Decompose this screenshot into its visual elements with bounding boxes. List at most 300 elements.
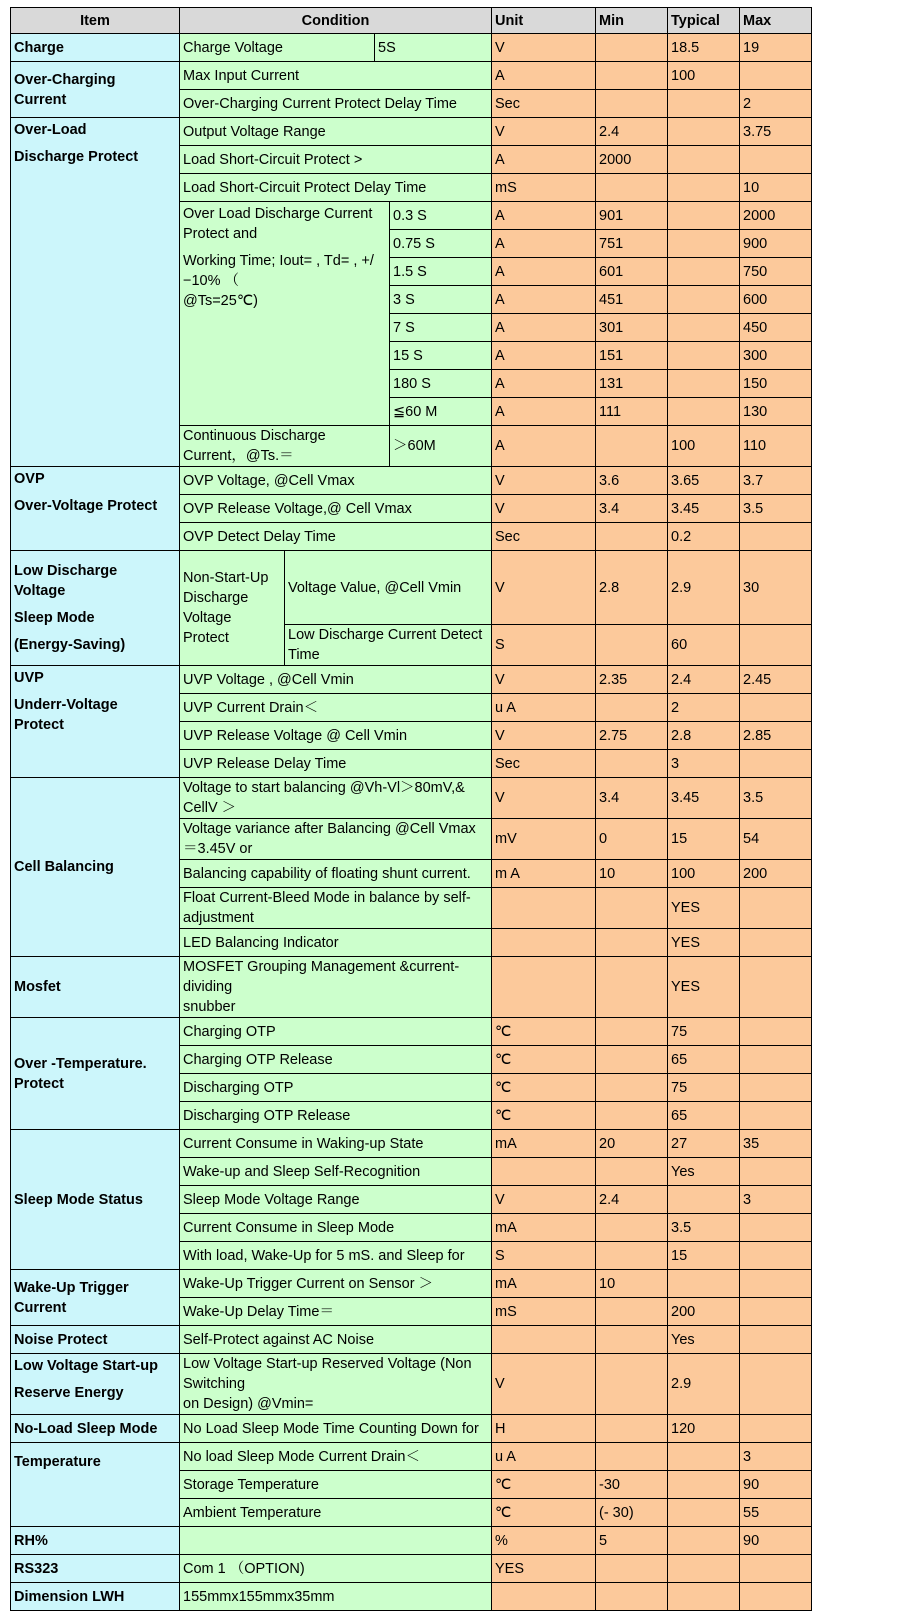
min-header: Min [596,8,668,34]
typical-cell: 3.45 [668,495,740,523]
max-cell [740,1415,812,1443]
item-cell [11,1326,180,1354]
condition-cell: Charge Voltage [180,34,375,62]
condition-cell: OVP Detect Delay Time [180,523,492,551]
max-cell [740,929,812,957]
min-cell [596,1074,668,1102]
item-label: Protect [14,1075,64,1092]
max-cell: 90 [740,1527,812,1555]
condition-value-cell: 0.75 S [390,230,492,258]
max-cell: 19 [740,34,812,62]
min-cell [596,957,668,1018]
condition-line: on Design) @Vmin= [183,1396,314,1412]
typical-cell: YES [668,957,740,1018]
max-cell: 150 [740,370,812,398]
table-row [11,1443,812,1471]
item-label: Over-Load [14,122,87,138]
item-cell [11,1555,180,1583]
min-cell: 2.4 [596,1186,668,1214]
max-cell: 3.5 [740,495,812,523]
min-cell: 3.4 [596,778,668,819]
condition-cell [180,1354,492,1415]
max-cell: 55 [740,1499,812,1527]
unit-cell [492,1158,596,1186]
typical-cell [668,90,740,118]
typical-cell: 200 [668,1298,740,1326]
typical-cell: 3.65 [668,467,740,495]
min-cell: 901 [596,202,668,230]
table-row [11,1555,812,1583]
unit-cell: A [492,258,596,286]
item-header: Item [11,8,180,34]
table-row [11,467,812,495]
max-cell [740,1555,812,1583]
min-cell: 10 [596,860,668,888]
condition-line: Working Time; Iout= , Td= , +/−10% （ [183,253,374,289]
typical-cell [668,1270,740,1298]
table-row [11,34,812,62]
item-label: Over-Voltage Protect [14,498,158,514]
max-cell [740,957,812,1018]
table-row [11,1527,812,1555]
max-cell: 10 [740,174,812,202]
max-cell: 3 [740,1186,812,1214]
unit-cell: V [492,118,596,146]
condition-cell: Wake-up and Sleep Self-Recognition [180,1158,492,1186]
max-cell [740,1018,812,1046]
typical-cell: 60 [668,625,740,666]
unit-cell: ℃ [492,1018,596,1046]
typical-cell: 2.4 [668,666,740,694]
table-row [11,118,812,146]
unit-cell: Sec [492,90,596,118]
condition-cell: Output Voltage Range [180,118,492,146]
min-cell: 111 [596,398,668,426]
condition-cell: Sleep Mode Voltage Range [180,1186,492,1214]
item-label: RS323 [14,1560,59,1577]
min-cell: 751 [596,230,668,258]
typical-cell [668,1471,740,1499]
item-label: Sleep Mode Status [14,1191,143,1208]
min-cell [596,625,668,666]
condition-cell: UVP Release Voltage @ Cell Vmin [180,722,492,750]
typical-cell: Yes [668,1326,740,1354]
typical-cell [668,202,740,230]
unit-cell: % [492,1527,596,1555]
table-row [11,1583,812,1611]
condition-line: @Ts=25℃) [183,293,258,309]
item-label: Low Discharge [14,563,118,579]
condition-cell: Voltage variance after Balancing @Cell Vmax＝3.45V or [180,819,492,860]
item-cell [11,551,180,666]
condition-cell: No load Sleep Mode Current Drain＜ [180,1443,492,1471]
min-cell [596,426,668,467]
unit-cell: S [492,625,596,666]
unit-cell: V [492,34,596,62]
typical-cell: 100 [668,62,740,90]
max-cell: 600 [740,286,812,314]
unit-cell: mS [492,174,596,202]
min-cell [596,750,668,778]
unit-cell: ℃ [492,1102,596,1130]
typical-cell: YES [668,888,740,929]
typical-cell: 65 [668,1102,740,1130]
typical-cell [668,174,740,202]
max-cell: 30 [740,551,812,625]
min-cell [596,1415,668,1443]
min-cell: 2.35 [596,666,668,694]
condition-cell: Max Input Current [180,62,492,90]
condition-value-cell: 0.3 S [390,202,492,230]
condition-cell: Ambient Temperature [180,1499,492,1527]
header-row [11,8,812,34]
typical-cell [668,230,740,258]
typical-cell: 120 [668,1415,740,1443]
min-cell [596,1326,668,1354]
condition-cell: Current Consume in Sleep Mode [180,1214,492,1242]
condition-line: Voltage [183,610,232,626]
unit-cell: V [492,778,596,819]
unit-cell: A [492,202,596,230]
table-row [11,62,812,90]
unit-cell: S [492,1242,596,1270]
condition-cell: Load Short-Circuit Protect > [180,146,492,174]
unit-header: Unit [492,8,596,34]
condition-value-cell: ＞60M [390,426,492,467]
max-cell: 750 [740,258,812,286]
condition-line: snubber [183,999,236,1015]
typical-cell: 0.2 [668,523,740,551]
unit-cell: u A [492,694,596,722]
unit-cell: Sec [492,523,596,551]
max-cell: 2000 [740,202,812,230]
item-label: Discharge Protect [14,149,139,165]
max-cell: 450 [740,314,812,342]
table-row [11,551,812,625]
max-cell [740,1074,812,1102]
condition-line: Low Voltage Start-up Reserved Voltage (Non Switching [183,1356,472,1392]
unit-cell: V [492,1354,596,1415]
condition-cell: Self-Protect against AC Noise [180,1326,492,1354]
min-cell: 131 [596,370,668,398]
unit-cell: A [492,314,596,342]
item-cell [11,34,180,62]
max-cell [740,62,812,90]
max-cell: 2.85 [740,722,812,750]
max-header: Max [740,8,812,34]
min-cell [596,1018,668,1046]
max-cell [740,1326,812,1354]
min-cell: 2000 [596,146,668,174]
condition-cell: Discharging OTP [180,1074,492,1102]
max-cell [740,888,812,929]
item-cell [11,467,180,551]
min-cell [596,694,668,722]
unit-cell [492,1583,596,1611]
max-cell [740,1158,812,1186]
item-label: UVP [14,670,44,686]
unit-cell: A [492,426,596,467]
item-cell [11,1415,180,1443]
max-cell: 3.7 [740,467,812,495]
unit-cell: mA [492,1130,596,1158]
item-label: (Energy-Saving) [14,637,126,653]
item-label: Over -Temperature. [14,1055,147,1072]
max-cell: 200 [740,860,812,888]
unit-cell: mV [492,819,596,860]
condition-cell: Continuous Discharge Current，@Ts.＝ [180,426,390,467]
condition-cell: Storage Temperature [180,1471,492,1499]
unit-cell [492,1326,596,1354]
unit-cell [492,888,596,929]
min-cell [596,929,668,957]
typical-cell: 2.8 [668,722,740,750]
max-cell [740,1214,812,1242]
typical-cell [668,1527,740,1555]
min-cell: 10 [596,1270,668,1298]
item-label: Current [14,1299,67,1316]
max-cell: 110 [740,426,812,467]
condition-line: Protect [183,630,229,646]
unit-cell: ℃ [492,1074,596,1102]
typical-cell: 3 [668,750,740,778]
unit-cell: H [492,1415,596,1443]
max-cell [740,1298,812,1326]
table-row [11,1270,812,1298]
typical-cell [668,370,740,398]
condition-cell [180,1527,492,1555]
typical-cell: 2.9 [668,1354,740,1415]
condition-cell: LED Balancing Indicator [180,929,492,957]
condition-line: MOSFET Grouping Management &current-dividing [183,959,460,995]
typical-cell [668,1443,740,1471]
max-cell [740,1270,812,1298]
min-cell: -30 [596,1471,668,1499]
min-cell: 451 [596,286,668,314]
item-label: Current [14,91,67,108]
typical-cell: 100 [668,426,740,467]
max-cell: 130 [740,398,812,426]
item-label: Protect [14,717,64,733]
condition-cell: Discharging OTP Release [180,1102,492,1130]
condition-header: Condition [180,8,492,34]
table-row [11,1018,812,1046]
typical-cell [668,398,740,426]
typical-cell: 75 [668,1074,740,1102]
item-label: Wake-Up Trigger [14,1279,129,1296]
min-cell: 2.8 [596,551,668,625]
condition-value-cell: Voltage Value, @Cell Vmin [285,551,492,625]
max-cell: 2 [740,90,812,118]
typical-cell [668,1583,740,1611]
table-row [11,1415,812,1443]
item-label: Low Voltage Start-up [14,1358,158,1374]
unit-cell [492,929,596,957]
min-cell [596,1102,668,1130]
unit-cell: A [492,342,596,370]
typical-header: Typical [668,8,740,34]
item-cell [11,1527,180,1555]
item-label: RH% [14,1532,48,1549]
unit-cell: A [492,62,596,90]
max-cell [740,1102,812,1130]
condition-value-cell: ≦60 M [390,398,492,426]
condition-cell: Charging OTP [180,1018,492,1046]
typical-cell: 2 [668,694,740,722]
max-cell [740,694,812,722]
min-cell [596,90,668,118]
condition-cell: Com 1 （OPTION) [180,1555,492,1583]
condition-value-cell: 7 S [390,314,492,342]
table-row [11,666,812,694]
item-label: Over-Charging [14,71,116,88]
typical-cell: 65 [668,1046,740,1074]
item-label: Sleep Mode [14,610,95,626]
condition-line: Over Load Discharge Current Protect and [183,206,373,242]
unit-cell: V [492,722,596,750]
min-cell [596,523,668,551]
table-row [11,1326,812,1354]
condition-value-cell: 3 S [390,286,492,314]
typical-cell: 18.5 [668,34,740,62]
condition-value-cell: Low Discharge Current Detect Time [285,625,492,666]
item-cell [11,1270,180,1326]
unit-cell [492,957,596,1018]
unit-cell: ℃ [492,1471,596,1499]
max-cell: 90 [740,1471,812,1499]
min-cell [596,1298,668,1326]
min-cell [596,1158,668,1186]
typical-cell [668,314,740,342]
min-cell [596,1046,668,1074]
condition-cell: Voltage to start balancing @Vh-Vl＞80mV,& CellV ＞ [180,778,492,819]
condition-cell: 155mmx155mmx35mm [180,1583,492,1611]
condition-cell: No Load Sleep Mode Time Counting Down for [180,1415,492,1443]
min-cell [596,888,668,929]
unit-cell: A [492,398,596,426]
unit-cell: ℃ [492,1499,596,1527]
condition-value-cell: 15 S [390,342,492,370]
typical-cell [668,1186,740,1214]
min-cell [596,62,668,90]
condition-cell: UVP Current Drain＜ [180,694,492,722]
condition-cell: With load, Wake-Up for 5 mS. and Sleep for [180,1242,492,1270]
item-cell [11,666,180,778]
condition-cell: Wake-Up Trigger Current on Sensor ＞ [180,1270,492,1298]
condition-cell: Float Current-Bleed Mode in balance by self-adjustment [180,888,492,929]
max-cell: 2.45 [740,666,812,694]
max-cell: 54 [740,819,812,860]
item-cell [11,1018,180,1130]
item-cell [11,1583,180,1611]
typical-cell [668,342,740,370]
item-label: Underr-Voltage [14,697,118,713]
item-cell [11,62,180,118]
min-cell [596,1354,668,1415]
item-cell [11,118,180,467]
max-cell [740,146,812,174]
condition-line: Discharge [183,590,249,606]
item-cell [11,1354,180,1415]
min-cell [596,1555,668,1583]
max-cell: 900 [740,230,812,258]
unit-cell: mA [492,1270,596,1298]
item-label: Voltage [14,583,66,599]
max-cell: 3.75 [740,118,812,146]
condition-cell: UVP Release Delay Time [180,750,492,778]
item-label: Temperature [14,1454,101,1470]
typical-cell [668,1555,740,1583]
min-cell [596,34,668,62]
min-cell [596,1242,668,1270]
typical-cell: 75 [668,1018,740,1046]
table-row [11,1130,812,1158]
condition-cell: Wake-Up Delay Time＝ [180,1298,492,1326]
typical-cell [668,286,740,314]
unit-cell: A [492,286,596,314]
item-cell [11,1443,180,1527]
table-row [11,957,812,1018]
unit-cell: mS [492,1298,596,1326]
unit-cell: V [492,495,596,523]
max-cell [740,625,812,666]
condition-cell [180,551,285,666]
condition-value-cell: 180 S [390,370,492,398]
condition-cell: Current Consume in Waking-up State [180,1130,492,1158]
unit-cell: A [492,370,596,398]
min-cell: 301 [596,314,668,342]
typical-cell [668,146,740,174]
min-cell: (- 30) [596,1499,668,1527]
min-cell: 0 [596,819,668,860]
min-cell [596,174,668,202]
condition-value-cell: 5S [375,34,492,62]
table-row [11,778,812,819]
unit-cell: Sec [492,750,596,778]
min-cell: 2.4 [596,118,668,146]
item-cell [11,778,180,957]
typical-cell: 3.5 [668,1214,740,1242]
unit-cell: m A [492,860,596,888]
condition-cell: UVP Voltage , @Cell Vmin [180,666,492,694]
item-label: OVP [14,471,45,487]
typical-cell: 100 [668,860,740,888]
unit-cell: YES [492,1555,596,1583]
typical-cell [668,118,740,146]
max-cell [740,523,812,551]
unit-cell: V [492,666,596,694]
condition-value-cell: 1.5 S [390,258,492,286]
typical-cell: 2.9 [668,551,740,625]
condition-cell: OVP Release Voltage,@ Cell Vmax [180,495,492,523]
item-label: Mosfet [14,979,61,995]
condition-cell: Over-Charging Current Protect Delay Time [180,90,492,118]
condition-line: Non-Start-Up [183,570,269,586]
min-cell: 151 [596,342,668,370]
item-label: Reserve Energy [14,1385,124,1401]
max-cell [740,750,812,778]
item-label: Noise Protect [14,1331,108,1348]
condition-cell: Load Short-Circuit Protect Delay Time [180,174,492,202]
unit-cell: V [492,1186,596,1214]
item-label: Cell Balancing [14,859,114,875]
typical-cell [668,258,740,286]
max-cell: 3.5 [740,778,812,819]
table-row [11,1354,812,1415]
spec-table [10,7,812,1611]
min-cell [596,1443,668,1471]
unit-cell: ℃ [492,1046,596,1074]
